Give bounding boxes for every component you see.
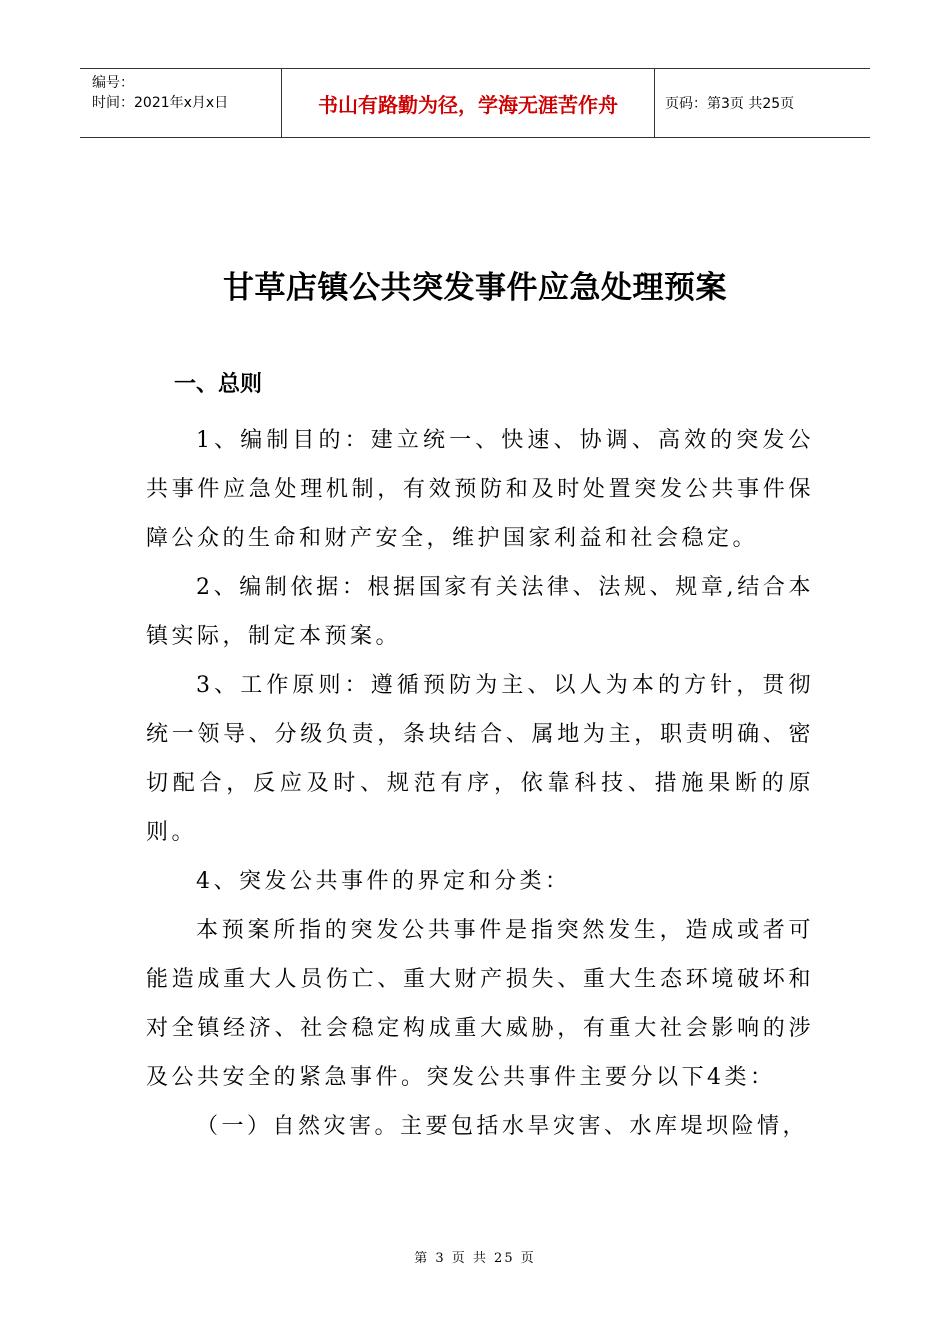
header-table [80, 68, 870, 138]
page-footer: 第 3 页 共 25 页 [414, 1251, 536, 1266]
date-line: 时间：2021年x月x日 [92, 95, 229, 111]
header-meta [80, 69, 282, 137]
paragraph-classification-heading: 4、突发公共事件的界定和分类： [196, 869, 571, 894]
header-page-info: 页码：第3页 共25页 [665, 96, 795, 112]
number-label: 编号： [92, 75, 134, 91]
header-motto: 书山有路勤为径，学海无涯苦作舟 [282, 69, 655, 137]
paragraph-purpose: 1、编制目的：建立统一、快速、协调、高效的突发公共事件应急处理机制，有效预防和及时处置突发公共事件保障公众的生命和财产安全，维护国家利益和社会稳定。 [146, 428, 814, 551]
paragraph-principles: 3、工作原则：遵循预防为主、以人为本的方针，贯彻统一领导、分级负责，条块结合、属地为主，职责明确、密切配合，反应及时、规范有序，依靠科技、措施果断的原则。 [146, 673, 814, 845]
paragraph-definition: 本预案所指的突发公共事件是指突然发生，造成或者可能造成重大人员伤亡、重大财产损失、重大生态环境破坏和对全镇经济、社会稳定构成重大威胁，有重大社会影响的涉及公共安全的紧急事件。突发公共事件主要分以下4类： [146, 918, 814, 1090]
document-body [146, 368, 814, 1151]
paragraph-natural-disasters: （一）自然灾害。主要包括水旱灾害、水库堤坝险情， [196, 1114, 809, 1139]
paragraph-basis: 2、编制依据：根据国家有关法律、法规、规章,结合本镇实际，制定本预案。 [146, 575, 814, 649]
section-heading: 一、总则 [174, 372, 263, 397]
document-title: 甘草店镇公共突发事件应急处理预案 [223, 270, 727, 306]
